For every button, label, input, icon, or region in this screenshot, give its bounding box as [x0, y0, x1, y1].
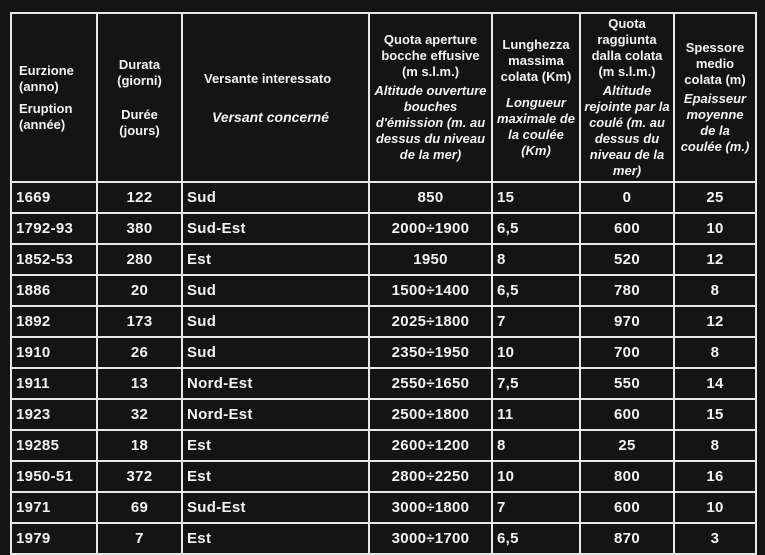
cell-vent-altitude: 2800÷2250	[369, 461, 492, 492]
header-reached-altitude	[580, 13, 674, 182]
cell-slope: Est	[182, 523, 369, 554]
cell-slope: Sud	[182, 337, 369, 368]
cell-vent-altitude: 2000÷1900	[369, 213, 492, 244]
cell-flow-length: 6,5	[492, 213, 580, 244]
header-vent-altitude	[369, 13, 492, 182]
table-row	[11, 275, 756, 306]
cell-year: 1669	[11, 182, 97, 213]
cell-duration: 20	[97, 275, 182, 306]
cell-reached-altitude: 0	[580, 182, 674, 213]
cell-duration: 26	[97, 337, 182, 368]
cell-thickness: 3	[674, 523, 756, 554]
cell-vent-altitude: 2350÷1950	[369, 337, 492, 368]
cell-duration: 13	[97, 368, 182, 399]
cell-reached-altitude: 25	[580, 430, 674, 461]
cell-flow-length: 8	[492, 244, 580, 275]
cell-duration: 7	[97, 523, 182, 554]
cell-reached-altitude: 870	[580, 523, 674, 554]
cell-reached-altitude: 800	[580, 461, 674, 492]
cell-year: 1852-53	[11, 244, 97, 275]
cell-flow-length: 11	[492, 399, 580, 430]
cell-thickness: 10	[674, 492, 756, 523]
table-row	[11, 306, 756, 337]
cell-duration: 122	[97, 182, 182, 213]
table-row	[11, 399, 756, 430]
cell-slope: Sud-Est	[182, 492, 369, 523]
cell-thickness: 10	[674, 213, 756, 244]
table-row	[11, 337, 756, 368]
header-flow-length	[492, 13, 580, 182]
header-it-text: Eurzione (anno)	[19, 62, 74, 94]
cell-flow-length: 8	[492, 430, 580, 461]
cell-slope: Est	[182, 461, 369, 492]
cell-reached-altitude: 550	[580, 368, 674, 399]
cell-thickness: 8	[674, 337, 756, 368]
cell-slope: Est	[182, 244, 369, 275]
header-fr-text: Longueur maximale de la coulée (Km)	[496, 94, 576, 158]
header-duration	[97, 13, 182, 182]
table-row	[11, 492, 756, 523]
cell-vent-altitude: 2500÷1800	[369, 399, 492, 430]
cell-slope: Nord-Est	[182, 368, 369, 399]
cell-duration: 372	[97, 461, 182, 492]
cell-year: 1792-93	[11, 213, 97, 244]
eruption-table-container	[10, 12, 755, 547]
cell-vent-altitude: 3000÷1800	[369, 492, 492, 523]
header-it-text: Quota raggiunta dalla colata (m s.l.m.)	[591, 16, 663, 79]
header-flow-thickness	[674, 13, 756, 182]
header-it-text: Quota aperture bocche effusive (m s.l.m.)	[381, 32, 480, 79]
cell-flow-length: 7	[492, 306, 580, 337]
header-it-text: Spessore medio colata (m)	[684, 40, 746, 87]
cell-duration: 32	[97, 399, 182, 430]
cell-flow-length: 7	[492, 492, 580, 523]
cell-flow-length: 6,5	[492, 275, 580, 306]
cell-slope: Est	[182, 430, 369, 461]
header-fr-text: Epaisseur moyenne de la coulée (m.)	[680, 91, 750, 154]
cell-vent-altitude: 2550÷1650	[369, 368, 492, 399]
cell-flow-length: 15	[492, 182, 580, 213]
eruption-table	[10, 12, 757, 555]
cell-year: 1910	[11, 337, 97, 368]
cell-thickness: 8	[674, 275, 756, 306]
header-eruption-year	[11, 13, 97, 182]
cell-flow-length: 6,5	[492, 523, 580, 554]
cell-thickness: 15	[674, 399, 756, 430]
cell-duration: 18	[97, 430, 182, 461]
header-fr-text: Altitude rejointe par la coulé (m. au dessus du niveau de la mer)	[584, 83, 670, 178]
cell-year: 19285	[11, 430, 97, 461]
cell-year: 1950-51	[11, 461, 97, 492]
header-it-text: Lunghezza massima colata (Km)	[500, 36, 572, 84]
cell-vent-altitude: 850	[369, 182, 492, 213]
header-fr-text: Durée (jours)	[119, 106, 160, 138]
cell-reached-altitude: 700	[580, 337, 674, 368]
header-fr-text: Altitude ouverture bouches d'émission (m. au dessus du niveau de la mer)	[374, 83, 487, 162]
cell-flow-length: 10	[492, 461, 580, 492]
cell-thickness: 14	[674, 368, 756, 399]
header-fr-text: Eruption (année)	[19, 100, 73, 132]
cell-flow-length: 10	[492, 337, 580, 368]
cell-reached-altitude: 780	[580, 275, 674, 306]
table-row	[11, 213, 756, 244]
cell-vent-altitude: 1950	[369, 244, 492, 275]
cell-duration: 173	[97, 306, 182, 337]
cell-flow-length: 7,5	[492, 368, 580, 399]
cell-slope: Sud	[182, 306, 369, 337]
table-row	[11, 368, 756, 399]
cell-thickness: 12	[674, 306, 756, 337]
cell-reached-altitude: 600	[580, 213, 674, 244]
cell-reached-altitude: 600	[580, 492, 674, 523]
cell-duration: 380	[97, 213, 182, 244]
cell-slope: Sud	[182, 182, 369, 213]
table-row	[11, 523, 756, 554]
cell-year: 1892	[11, 306, 97, 337]
cell-slope: Nord-Est	[182, 399, 369, 430]
cell-year: 1971	[11, 492, 97, 523]
cell-vent-altitude: 1500÷1400	[369, 275, 492, 306]
header-fr-text: Versant concerné	[212, 108, 329, 125]
cell-reached-altitude: 600	[580, 399, 674, 430]
cell-reached-altitude: 970	[580, 306, 674, 337]
cell-vent-altitude: 2600÷1200	[369, 430, 492, 461]
cell-reached-altitude: 520	[580, 244, 674, 275]
cell-year: 1923	[11, 399, 97, 430]
header-it-text: Durata (giorni)	[117, 56, 162, 88]
cell-year: 1979	[11, 523, 97, 554]
header-it-text: Versante interessato	[204, 70, 332, 86]
table-row	[11, 244, 756, 275]
cell-vent-altitude: 2025÷1800	[369, 306, 492, 337]
table-row	[11, 182, 756, 213]
cell-year: 1911	[11, 368, 97, 399]
cell-thickness: 8	[674, 430, 756, 461]
cell-thickness: 16	[674, 461, 756, 492]
table-row	[11, 461, 756, 492]
cell-slope: Sud-Est	[182, 213, 369, 244]
cell-duration: 69	[97, 492, 182, 523]
cell-slope: Sud	[182, 275, 369, 306]
cell-year: 1886	[11, 275, 97, 306]
cell-thickness: 25	[674, 182, 756, 213]
cell-duration: 280	[97, 244, 182, 275]
header-row	[11, 13, 756, 182]
cell-vent-altitude: 3000÷1700	[369, 523, 492, 554]
table-row	[11, 430, 756, 461]
cell-thickness: 12	[674, 244, 756, 275]
header-slope	[182, 13, 369, 182]
